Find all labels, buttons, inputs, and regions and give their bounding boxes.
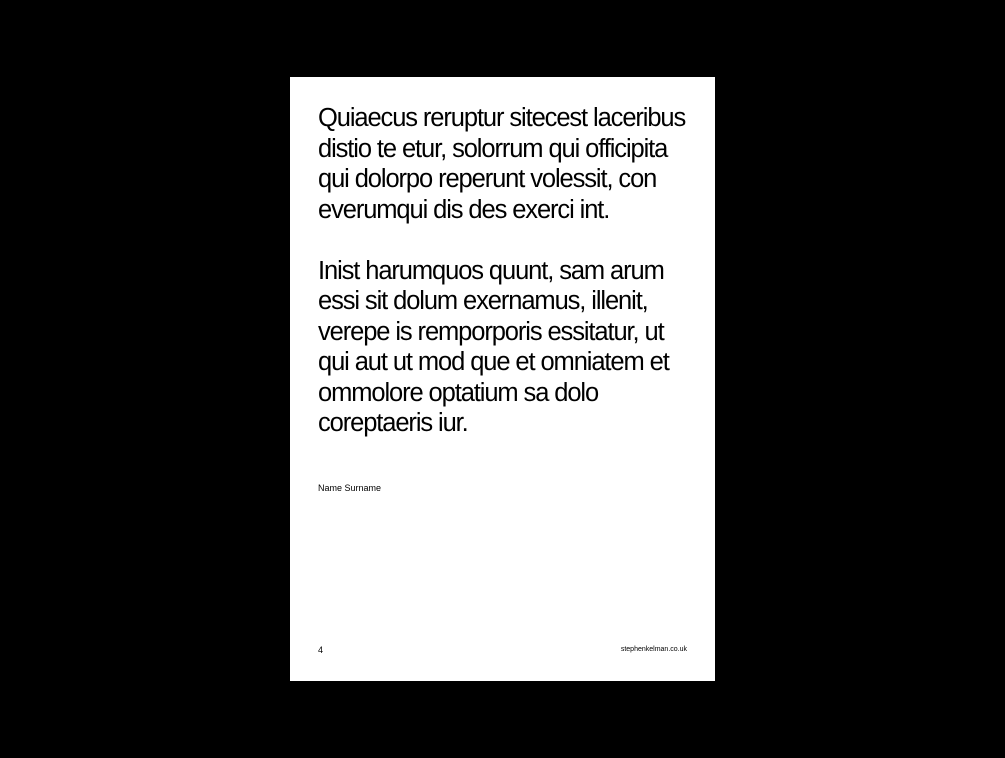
document-page [290, 77, 715, 681]
paragraph-2: Inist harumquos quunt, sam arum essi sit dolum exernamus, illenit, verepe is remporporis essitatur, ut qui aut ut mod que et omniatem et ommolore optatium sa dolo coreptaeris iur. [318, 256, 669, 437]
author-name: Name Surname [318, 483, 382, 493]
page-number: 4 [318, 645, 324, 655]
website-url: stephenkelman.co.uk [620, 646, 687, 653]
paragraph-1: Quiaecus reruptur sitecest laceribus distio te etur, solorrum qui officipita qui dolorpo reperunt volessit, con everumqui dis des exerci int. [318, 104, 686, 224]
body-text [318, 103, 693, 439]
